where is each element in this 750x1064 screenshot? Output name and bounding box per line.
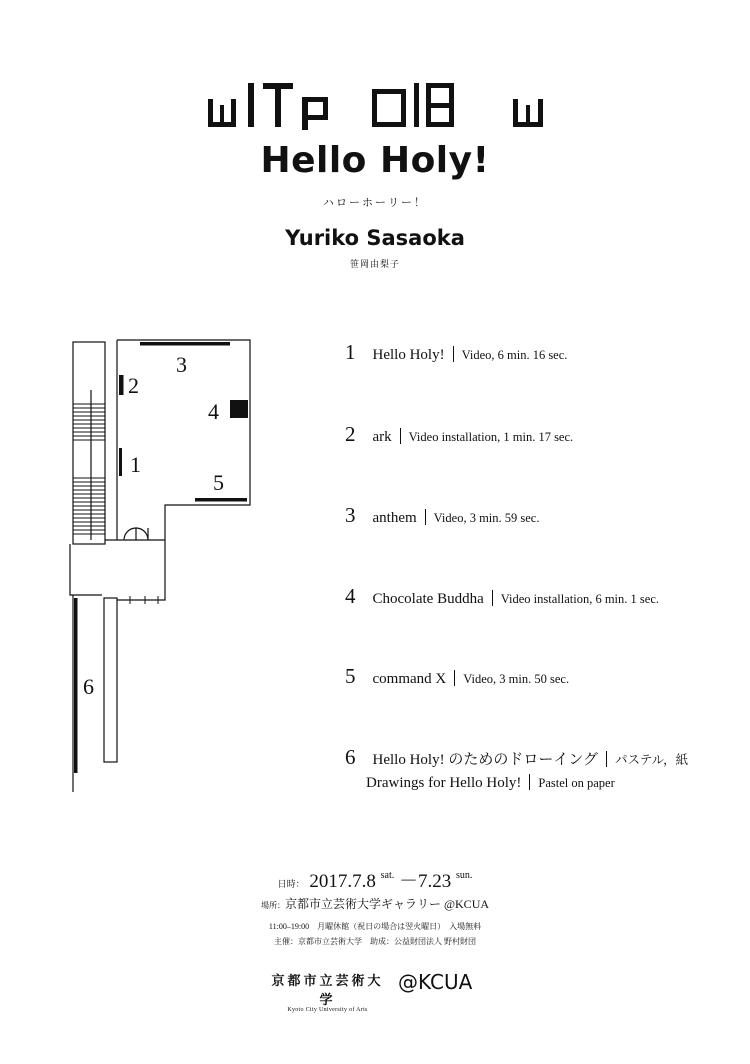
date-label: 日時： [277,879,305,889]
artist-name: Yuriko Sasaoka [285,226,465,250]
work-number: 6 [345,745,356,769]
date-start: 2017.7.8 [309,871,376,892]
opening-hours: 11:00–19:00 月曜休館（祝日の場合は翌火曜日） 入場無料 [268,922,482,931]
venue-name: 京都市立芸術大学ギャラリー @KCUA [284,897,490,911]
date-start-day: sat. [380,870,395,881]
work-number: 5 [345,664,356,688]
venue [0,895,750,912]
exhibition-title: Hello Holy! [260,140,490,181]
work-number: 2 [345,422,356,446]
work-detail: Video installation, 1 min. 17 sec. [408,430,574,444]
exhibition-logo [0,80,750,130]
floor-label-5: 5 [213,470,224,495]
work-title: Hello Holy! のためのドローイング [372,752,599,768]
work-title: ark [372,429,392,445]
organizer: 主催：京都市立芸術大学 助成：公益財団法人 野村財団 [274,937,476,946]
work-detail: Video, 3 min. 50 sec. [463,672,570,686]
floor-label-3: 3 [176,352,187,377]
floor-label-6: 6 [83,674,94,699]
work-number: 1 [345,340,356,364]
work-item-4 [345,584,659,609]
work-title: command X [372,671,447,687]
floor-label-2: 2 [128,373,139,398]
artist-name-japanese: 笹岡由梨子 [349,259,400,269]
kcua-logo: @KCUA [398,970,473,994]
university-logo [270,970,385,1013]
work-item-5 [345,664,569,689]
work-item-3 [345,503,540,528]
work-title: Hello Holy! [372,347,445,363]
university-name-japanese: 京都市立芸術大学 [271,973,384,1007]
exhibition-title-japanese: ハローホーリー！ [323,197,427,209]
work-detail: Video, 6 min. 16 sec. [461,348,568,362]
work-item-6 [345,745,688,792]
work-detail: パステル，紙 [615,753,689,767]
floor-label-4: 4 [208,399,219,424]
work-detail-english: Pastel on paper [538,776,615,790]
university-name-english: Kyoto City University of Arts [287,1007,368,1013]
work-title-english: Drawings for Hello Holy! [366,775,522,791]
venue-label: 場所： [260,901,285,910]
work-title: anthem [372,510,417,526]
work-item-1 [345,340,567,365]
date-end: 7.23 [417,871,452,892]
date-dash: － [398,871,418,892]
work-detail: Video installation, 6 min. 1 sec. [500,592,659,606]
work-detail: Video, 3 min. 59 sec. [433,511,540,525]
date-end-day: sun. [455,870,473,881]
exhibition-dates [0,866,750,893]
floor-plan [60,330,270,800]
floor-label-1: 1 [130,452,141,477]
work-number: 3 [345,503,356,527]
work-item-2 [345,422,573,447]
work-number: 4 [345,584,356,608]
work-title: Chocolate Buddha [372,591,484,607]
